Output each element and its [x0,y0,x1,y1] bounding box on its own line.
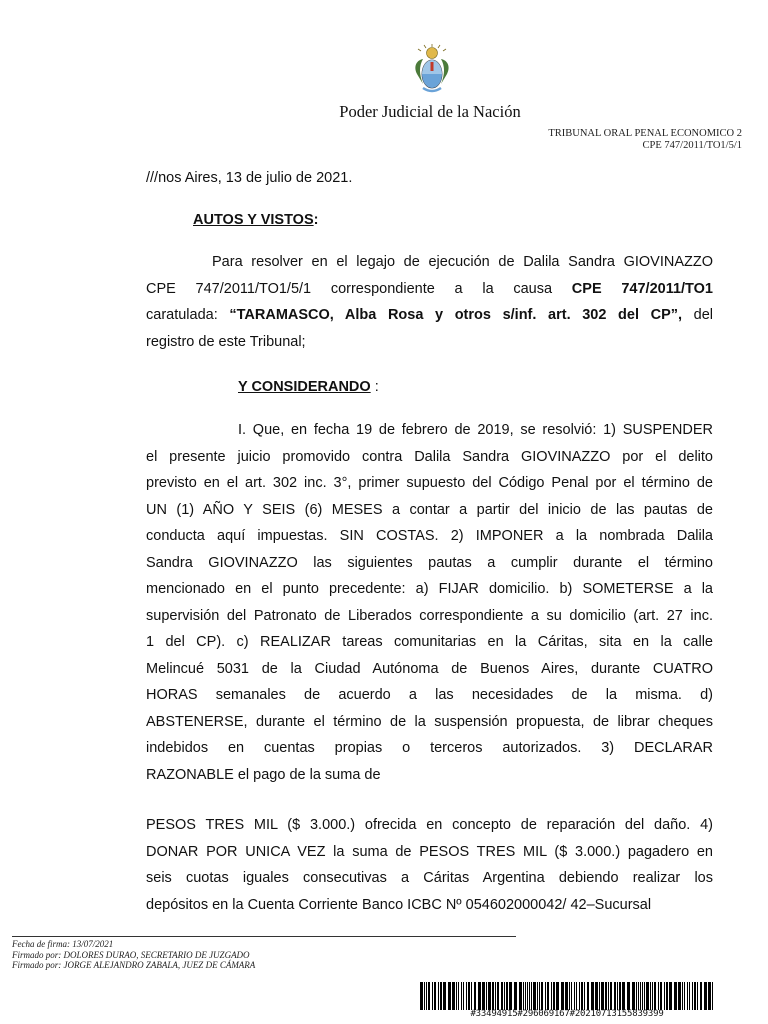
court-name: TRIBUNAL ORAL PENAL ECONOMICO 2 [548,128,742,139]
barcode-bar [452,982,455,1010]
barcode-bar [669,982,672,1010]
barcode-bar [432,982,433,1010]
barcode-bar [608,982,609,1010]
barcode-bar [610,982,612,1010]
barcode-bar [519,982,522,1010]
text-line [146,629,713,656]
barcode-bar [700,982,702,1010]
intro-line-text: registro de este Tribunal; [146,333,306,350]
barcode-bar [587,982,589,1010]
text-line-content: HORAS semanales de acuerdo a las necesidades de la misma. d) [146,687,713,703]
barcode-bar [574,982,575,1010]
barcode-bar [443,982,446,1010]
intro-line [146,249,713,276]
court-reference [548,128,742,152]
barcode-bar [486,982,487,1010]
footer-divider [12,936,516,937]
text-line-content: RAZONABLE el pago de la suma de [146,766,381,783]
barcode-bar [646,982,649,1010]
barcode-bar [531,982,532,1010]
text-line [146,865,713,892]
barcode-bar [506,982,508,1010]
barcode-bar [689,982,690,1010]
barcode-bar [463,982,464,1010]
barcode-bar [617,982,618,1010]
page-title: Poder Judicial de la Nación [339,102,521,121]
barcode-bar [533,982,536,1010]
date-line: ///nos Aires, 13 de julio de 2021. [146,170,353,186]
text-line [146,762,713,789]
barcode-bar [652,982,653,1010]
barcode-bar [674,982,677,1010]
text-line-content: Melincué 5031 de la Ciudad Autónoma de Buenos Aires, durante CUATRO [146,660,713,677]
text-line-content: UN (1) AÑO Y SEIS (6) MESES a contar a partir del inicio de las pautas de [146,501,713,518]
barcode-bar [601,982,604,1010]
signer-1: Firmado por: DOLORES DURAO, SECRETARIO DE JUZGADO [12,949,250,960]
text-line-content: el presente juicio promovido contra Dalila Sandra GIOVINAZZO por el delito [146,448,713,465]
barcode-bar [576,982,577,1010]
intro-line [146,302,713,329]
text-line-content: conducta aquí impuestas. SIN COSTAS. 2) IMPONER a la nombrada Dalila [146,528,713,544]
text-line-content: DONAR POR UNICA VEZ la suma de PESOS TRES MIL ($ 3.000.) pagadero en [146,843,713,860]
barcode-bar [525,982,526,1010]
barcode-bar [440,982,442,1010]
text-line [146,892,713,919]
barcode-bar [678,982,681,1010]
barcode-bar [547,982,549,1010]
barcode-bar [514,982,517,1010]
text-line [146,735,713,762]
barcode-bar [664,982,665,1010]
text-line [146,576,713,603]
text-line [146,709,713,736]
text-line-content: ABSTENERSE, durante el término de la suspensión propuesta, de librar cheques [146,713,713,730]
text-line [146,839,713,866]
barcode-bar [644,982,645,1010]
barcode-bar [565,982,568,1010]
barcode-bar [614,982,616,1010]
paragraph-intro [146,249,713,355]
barcode-bar [627,982,630,1010]
autos-heading [193,212,318,228]
text-line [146,444,713,471]
text-line [146,812,713,839]
barcode-bar [551,982,552,1010]
barcode-bar [504,982,505,1010]
autos-heading-text: AUTOS Y VISTOS [193,212,314,228]
text-line-content: depósitos en la Cuenta Corriente Banco ICBC Nº 054602000042/ 42–Sucursal [146,896,652,913]
signature-date: Fecha de firma: 13/07/2021 [12,939,114,949]
signer-2: Firmado por: JORGE ALEJANDRO ZABALA, JUEZ DE CÁMARA [12,960,256,970]
text-line [146,523,713,550]
barcode-bar [658,982,659,1010]
text-line-content: mencionado en el punto precedente: a) FIJAR domicilio. b) SOMETERSE a la [146,581,713,597]
barcode-bar [458,982,459,1010]
barcode-bar [660,982,662,1010]
barcode-bar [708,982,711,1010]
barcode-bar [704,982,707,1010]
text-line-content: indebidos en cuentas propias o terceros autorizados. 3) DECLARAR [146,740,713,756]
text-line-content: PESOS TRES MIL ($ 3.000.) ofrecida en concepto de reparación del daño. 4) [146,817,713,833]
barcode-bar [539,982,540,1010]
barcode-bar [622,982,625,1010]
barcode-bar [438,982,439,1010]
text-line [146,550,713,577]
barcode-bar [497,982,499,1010]
intro-line-text: del [682,307,713,323]
barcode-bar [545,982,546,1010]
barcode-bar [461,982,462,1010]
barcode-bar [654,982,656,1010]
text-line-content: supervisión del Patronato de Liberados correspondiente a su domicilio (art. 27 inc. [146,607,713,624]
barcode-bar [599,982,600,1010]
barcode-bar [495,982,496,1010]
barcode-bar [666,982,668,1010]
barcode-bar [523,982,524,1010]
text-line [146,603,713,630]
barcode-bar [584,982,585,1010]
barcode-bar [426,982,427,1010]
case-number: CPE 747/2011/TO1/5/1 [642,140,742,151]
barcode-bar [466,982,467,1010]
barcode-bar [482,982,485,1010]
barcode-bar [638,982,639,1010]
barcode-bar [650,982,651,1010]
barcode-text: #33494915#296069167#20210713155839399 [470,1009,664,1019]
barcode-bar [448,982,451,1010]
text-line [146,656,713,683]
barcode-bar [642,982,643,1010]
paragraph-considerando [146,417,713,788]
barcode-bar [571,982,572,1010]
barcode-bar [553,982,555,1010]
barcode-bar [579,982,580,1010]
barcode-bar [640,982,641,1010]
considerando-colon: : [370,379,379,395]
barcode-bar [478,982,481,1010]
intro-line [146,276,713,303]
text-line [146,470,713,497]
barcode-bar [488,982,491,1010]
barcode-bar [556,982,559,1010]
barcode-bar [591,982,594,1010]
case-caption-bold: “TARAMASCO, Alba Rosa y otros s/inf. art. 302 del CP”, [229,307,683,323]
intro-line-text: caratulada: [146,307,230,323]
text-line-content: previsto en el art. 302 inc. 3°, primer supuesto del Código Penal por el término de [146,475,713,491]
barcode-bar [682,982,683,1010]
barcode-bar [697,982,698,1010]
barcode-bar [694,982,696,1010]
barcode-bar [561,982,564,1010]
barcode-bar [428,982,430,1010]
barcode-bar [529,982,530,1010]
text-line [146,497,713,524]
intro-line-text: Para resolver en el legajo de ejecución de Dalila Sandra GIOVINAZZO [212,254,713,270]
intro-line [146,329,713,356]
barcode-bar [474,982,476,1010]
text-line-content: 1 del CP). c) REALIZAR tareas comunitarias en la Cáritas, sita en la calle [146,634,713,650]
barcode-bar [581,982,583,1010]
autos-colon: : [313,212,319,228]
barcode-bar [420,982,423,1010]
signature-footer [12,939,255,971]
barcode-bar [636,982,637,1010]
barcode-bar [569,982,570,1010]
barcode-bar [605,982,607,1010]
barcode-bar [712,982,713,1010]
text-line [146,682,713,709]
barcode-bar [687,982,688,1010]
national-coat-of-arms-icon [409,44,455,96]
barcode-bar [501,982,503,1010]
barcode-bar [492,982,494,1010]
considerando-heading [238,379,379,395]
considerando-heading-text: Y CONSIDERANDO [238,379,371,395]
barcode-bar [537,982,538,1010]
barcode-bar [692,982,693,1010]
text-line [146,417,713,444]
barcode-bar [434,982,436,1010]
barcode-bar [509,982,512,1010]
barcode-bar [456,982,457,1010]
paragraph-continuation [146,812,713,918]
text-line-content: Sandra GIOVINAZZO las siguientes pautas a cumplir durante el término [146,554,713,571]
barcode-bar [595,982,598,1010]
intro-line-text: CPE 747/2011/TO1/5/1 correspondiente a la causa [146,280,572,297]
barcode [420,982,714,1010]
text-line-content: seis cuotas iguales consecutivas a Cáritas Argentina debiendo realizar los [146,870,713,886]
barcode-bar [632,982,635,1010]
text-line-content: I. Que, en fecha 19 de febrero de 2019, se resolvió: 1) SUSPENDER [238,422,713,438]
barcode-bar [619,982,621,1010]
case-number-bold: CPE 747/2011/TO1 [571,280,713,297]
barcode-bar [468,982,470,1010]
barcode-bar [471,982,472,1010]
barcode-bar [424,982,425,1010]
barcode-bar [684,982,685,1010]
barcode-bar [541,982,543,1010]
barcode-bar [527,982,528,1010]
